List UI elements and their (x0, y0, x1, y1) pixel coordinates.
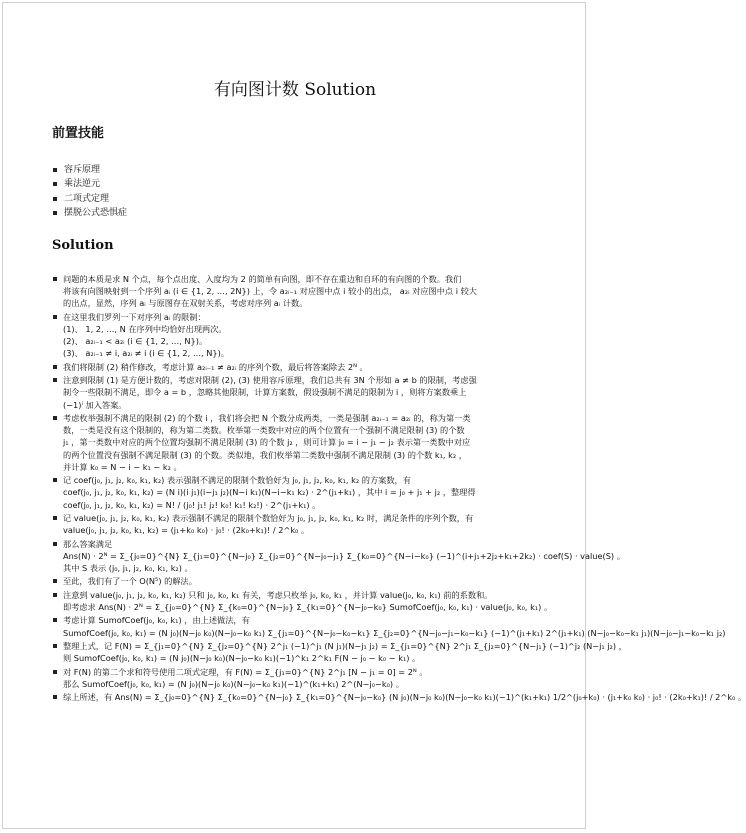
solution-line: 将该有向图映射到一个序列 aᵢ (i ∈ {1, 2, …, 2N}) 上，令 a₂ᵢ₋₁ 对应图中点 i 较小的出点， a₂ᵢ 对应图中点 i 较大 (63, 286, 477, 297)
solution-item (52, 614, 726, 638)
solution-item (52, 412, 540, 473)
prereq-item: 二项式定理 (52, 192, 552, 206)
solution-line: 考虑枚举强制不满足的限制 (2) 的个数 i ，我们将会把 N 个数分成两类，一类是强制 a₂ᵢ₋₁ = a₂ᵢ 的，称为第一类 (63, 412, 471, 423)
solution-item (52, 374, 540, 411)
solution-line: value(j₀, j₁, j₂, k₀, k₁, k₂) = (j₁+k₀ k₀) · j₀! · (2k₀+k₁)! / 2^k₀ 。 (63, 525, 310, 536)
doc-title: 有向图计数 Solution (213, 80, 377, 100)
section-heading-solution: Solution (52, 238, 114, 253)
solution-line: 制令一些限制不满足，即令 a = b ，忽略其他限制，计算方案数，假设强制不满足的限制为 i ，则将方案数乘上 (63, 387, 467, 398)
solution-line: (−1)ⁱ 加入答案。 (63, 399, 127, 410)
solution-item (52, 640, 627, 664)
solution-item (52, 512, 540, 536)
solution-line: 并计算 k₀ = N − i − k₁ − k₂ 。 (63, 461, 182, 472)
solution-item (52, 474, 540, 511)
solution-line: 注意到限制 (1) 是方便计数的，考虑对限制 (2), (3) 使用容斥原理，我们总共有 3N 个形如 a ≠ b 的限制，考虑强 (63, 375, 477, 386)
solution-line: 记 value(j₀, j₁, j₂, k₀, k₁, k₂) 表示强制不满足的限制个数恰好为 j₀, j₁, j₂, k₀, k₁, k₂ 时，满足条件的序列个数，有 (63, 512, 474, 523)
solution-line: j₁ ，第一类数中对应的两个位置均强制不满足限制 (3) 的个数 j₂ ，则可计算 j₀ = i − j₁ − j₂ 表示第一类数中对应 (63, 437, 471, 448)
solution-line: 整理上式，记 F(N) = Σ_{j₁=0}^{N} Σ_{j₂=0}^{N} 2^j₁ (−1)^j₁ (N j₁)(N−j₁ j₂) = Σ_{j₁=0}^{N} 2^j₁ Σ_{j₂=0}^{N−j₁} (−1)^j₂ (N−j₁ j₂) ， (63, 640, 627, 651)
solution-line: 问题的本质是求 N 个点，每个点出度、入度均为 2 的简单有向图，即不存在重边和自环的有向图的个数。我们 (63, 274, 462, 284)
solution-line: 其中 S 表示 (j₀, j₁, j₂, k₀, k₁, k₂) 。 (63, 562, 193, 573)
solution-item (52, 273, 540, 310)
solution-item (52, 666, 540, 690)
solution-item (52, 575, 540, 587)
solution-line: Ans(N) · 2ᴺ = Σ_{j₀=0}^{N} Σ_{j₁=0}^{N−j₀} Σ_{j₂=0}^{N−j₀−j₁} Σ_{k₀=0}^{N−i−k₀} (−1)^(i+j₁+2j₂+k₁+2k₂) · coef(S) · value(S) 。 (63, 550, 625, 561)
solution-line: coef(j₀, j₁, j₂, k₀, k₁, k₂) = N! / (j₀! j₁! j₂! k₀! k₁! k₂!) · 2^(j₁+k₁) 。 (63, 499, 321, 510)
solution-line: (1)、 1, 2, …, N 在序列中均恰好出现两次。 (63, 324, 227, 334)
solution-line: 那么 SumofCoef(j₀, k₀, k₁) = (N j₀)(N−j₀ k₀)(N−j₀−k₀ k₁)(−1)^(k₁+k₁) 2^(N−j₀−k₀) 。 (63, 678, 404, 689)
solution-item (52, 538, 625, 575)
prerequisite-list (52, 163, 552, 220)
solution-line: 记 coef(j₀, j₁, j₂, k₀, k₁, k₂) 表示强制不满足的限制个数恰好为 j₀, j₁, j₂, k₀, k₁, k₂ 的方案数，有 (63, 475, 411, 486)
solution-line: (2)、 a₂ᵢ₋₁ < a₂ᵢ (i ∈ {1, 2, …, N})。 (63, 336, 208, 347)
solution-line: 考虑计算 SumofCoef(j₀, k₀, k₁) ，由上述做法，有 (63, 615, 250, 626)
solution-line: SumofCoef(j₀, k₀, k₁) = (N j₀)(N−j₀ k₀)(N−j₀−k₀ k₁) Σ_{j₁=0}^{N−j₀−k₀−k₁} Σ_{j₂=0}^{N−j₀−j₁−k₀−k₁} (−1)^(j₁+k₁) 2^(j₁+k₁) (N−j₀−k₀−k₁ j₁)(N−j₀−j₁−k₀−k₁ j₂) (63, 627, 726, 638)
prereq-item: 摆脱公式恐惧症 (52, 206, 552, 220)
solution-line: 我们将限制 (2) 稍作修改，考虑计算 a₂ᵢ₋₁ ≠ a₂ᵢ 的序列个数，最后将答案除去 2ᴺ 。 (63, 361, 368, 372)
solution-line: coef(j₀, j₁, j₂, k₀, k₁, k₂) = (N i)(i j₁)(i−j₁ j₂)(N−i k₁)(N−i−k₁ k₂) · 2^(j₁+k₁) ，其中 i = j₀ + j₁ + j₂ ，整理得 (63, 487, 476, 498)
solution-list (52, 273, 746, 705)
solution-item (52, 361, 540, 373)
prereq-item: 容斥原理 (52, 163, 552, 177)
solution-item (52, 589, 553, 613)
solution-line: 对 F(N) 的第二个求和符号使用二项式定理，有 F(N) = Σ_{j₁=0}^{N} 2^j₁ [N − j₁ = 0] = 2ᴺ 。 (63, 666, 428, 677)
solution-line: 综上所述，有 Ans(N) = Σ_{j₀=0}^{N} Σ_{k₀=0}^{N−j₀} Σ_{k₁=0}^{N−j₀−k₀} (N j₀)(N−j₀ k₀)(N−j₀−k₀ k₁)(−1)^(k₁+k₁) 1/2^(j₀+k₀) · (j₁+k₀ k₀) · j₀! · (2k₀+k₁)! / 2^k₀ 。 (63, 692, 746, 703)
prereq-item: 乘法逆元 (52, 177, 552, 191)
solution-line: 的两个位置没有强制不满足限制 (3) 的个数。类似地，我们枚举第二类数中强制不满足限制 (3) 的个数 k₁, k₂ ， (63, 449, 467, 460)
solution-item (52, 311, 540, 360)
section-heading-prerequisites: 前置技能 (52, 126, 105, 141)
solution-line: 注意到 value(j₀, j₁, j₂, k₀, k₁, k₂) 只和 j₀, k₀, k₁ 有关，考虑只枚举 j₀, k₀, k₁ ，并计算 value(j₀, k₀, k₁) 前的系数和。 (63, 589, 493, 600)
solution-line: 即考虑求 Ans(N) · 2ᴺ = Σ_{j₀=0}^{N} Σ_{k₀=0}^{N−j₀} Σ_{k₁=0}^{N−j₀−k₀} SumofCoef(j₀, k₀, k₁) · value(j₀, k₀, k₁) 。 (63, 601, 553, 612)
solution-line: 那么答案满足 (63, 538, 113, 549)
solution-line: 则 SumofCoef(j₀, k₀, k₁) = (N j₀)(N−j₀ k₀)(N−j₀−k₀ k₁)(−1)^k₁ 2^k₁ F(N − j₀ − k₀ − k₁) 。 (63, 653, 421, 664)
solution-line: (3)、 a₂ᵢ₋₁ ≠ i, a₂ᵢ ≠ i (i ∈ {1, 2, …, N})。 (63, 348, 229, 359)
solution-item (52, 691, 746, 703)
solution-line: 数，一类是没有这个限制的，称为第二类数。枚举第一类数中对应的两个位置有一个强制不满足限制 (3) 的个数 (63, 425, 465, 436)
solution-line: 的出点，显然，序列 aᵢ 与原图存在双射关系，考虑对序列 aᵢ 计数。 (63, 298, 308, 309)
solution-line: 在这里我们罗列一下对序列 aᵢ 的限制： (63, 311, 206, 322)
solution-line: 至此，我们有了一个 O(N⁵) 的解法。 (63, 576, 197, 587)
